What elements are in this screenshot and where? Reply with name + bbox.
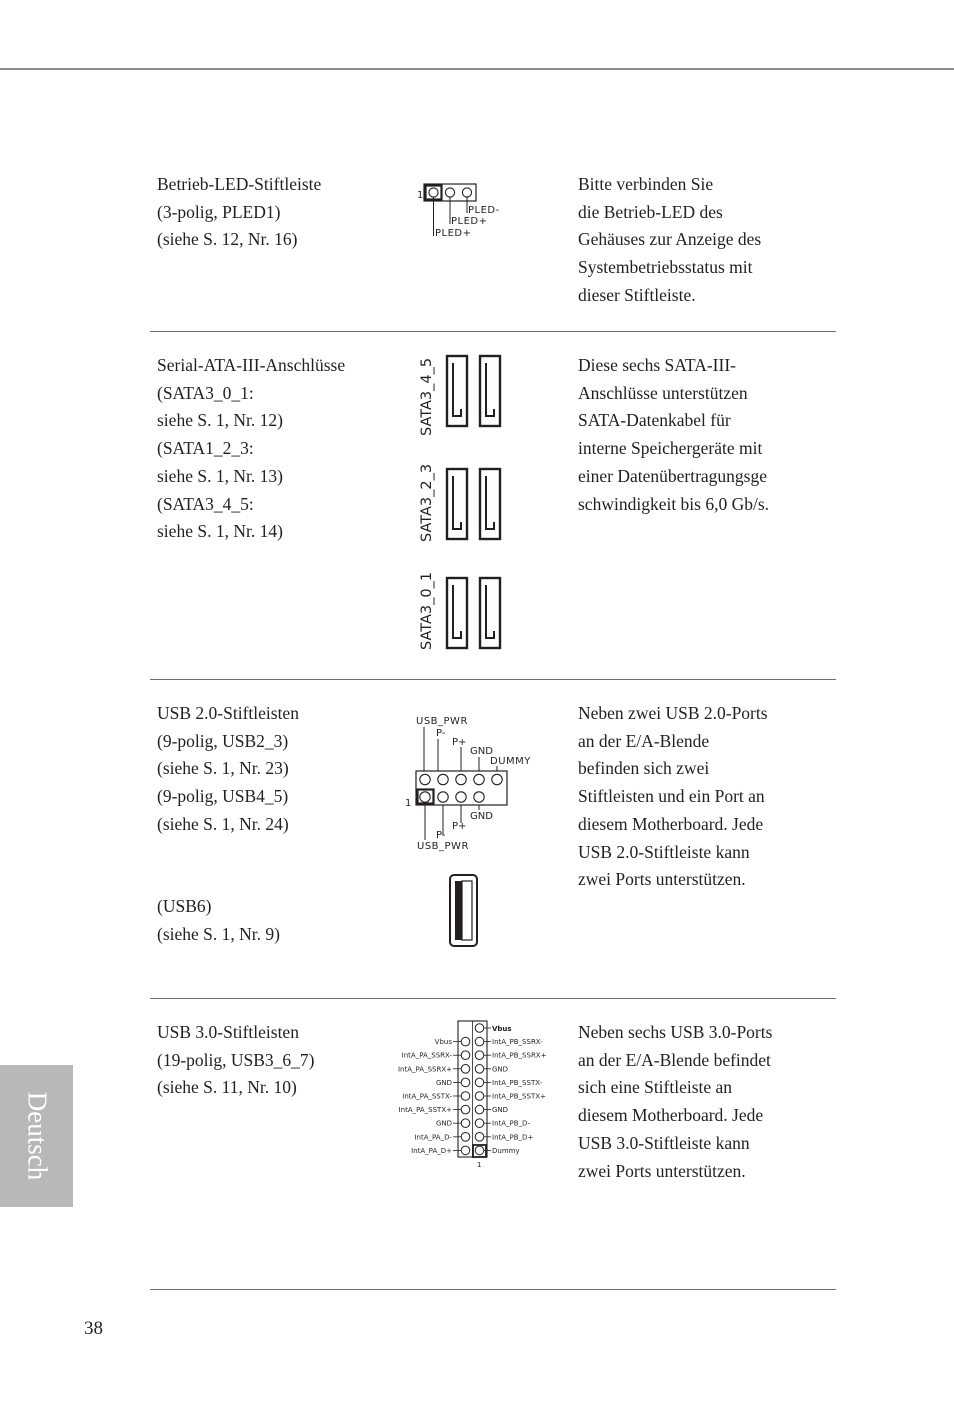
pled-description-left: Betrieb-LED-Stiftleiste (3-polig, PLED1) (siehe S. 12, Nr. 16) <box>157 174 322 250</box>
pin <box>461 1092 470 1101</box>
usb3-description-left: USB 3.0-Stiftleisten (19-polig, USB3_6_7) (siehe S. 11, Nr. 10) <box>157 1022 315 1098</box>
section-divider <box>150 679 836 680</box>
usb6-description-left: (USB6) (siehe S. 1, Nr. 9) <box>157 896 280 944</box>
usb3-right-pin-label: IntA_PB_D+ <box>492 1133 534 1142</box>
sata3-4-5-label: SATA3_4_5 <box>419 357 435 436</box>
sata-port <box>480 356 500 426</box>
pin <box>461 1133 470 1142</box>
pin <box>420 792 430 802</box>
pin <box>456 774 466 784</box>
pin <box>475 1105 484 1114</box>
usb3-description-right: Neben sechs USB 3.0-Ports an der E/A-Blende befindet sich eine Stiftleiste an diesem Motherboard. Jede USB 3.0-Stiftleiste kann zwei Ports unterstützen. <box>578 1022 773 1181</box>
pin <box>420 774 430 784</box>
pled-plus-label-1: PLED+ <box>451 216 488 227</box>
usb3-left-pin-label: IntA_PA_SSRX- <box>401 1051 452 1060</box>
usb3-right-pin-label: GND <box>492 1106 509 1115</box>
pin <box>456 792 466 802</box>
p-plus-top-label: P+ <box>452 737 467 748</box>
pin <box>475 1065 484 1074</box>
pin <box>461 1065 470 1074</box>
pin <box>461 1119 470 1128</box>
gnd-bottom-label: GND <box>470 811 493 822</box>
usb3-left-pin-label: IntA_PA_SSTX- <box>402 1092 452 1101</box>
sata3-2-3-group <box>419 464 500 542</box>
pin <box>475 1037 484 1046</box>
usb3-right-pin-label: IntA_PB_SSRX+ <box>492 1051 547 1060</box>
sata3-4-5-group <box>419 356 500 436</box>
language-tab-label: Deutsch <box>22 1091 52 1181</box>
pin <box>438 774 448 784</box>
sata3-0-1-label: SATA3_0_1 <box>419 571 435 650</box>
sata3-0-1-group <box>419 572 500 650</box>
p-minus-top-label: P- <box>436 728 446 739</box>
pin <box>475 1133 484 1142</box>
vbus-top-label: Vbus <box>492 1025 512 1033</box>
pin-2 <box>445 188 454 197</box>
pin <box>474 774 484 784</box>
pin <box>475 1078 484 1087</box>
page-number: 38 <box>84 1318 103 1339</box>
usb3-right-pin-label: IntA_PB_SSRX- <box>492 1038 543 1047</box>
usb3-left-pin-label: IntA_PA_D- <box>414 1133 452 1142</box>
section-divider <box>150 1289 836 1290</box>
pled-minus-label: PLED- <box>468 205 500 216</box>
usb3-left-pin-label: IntA_PA_D+ <box>411 1146 452 1155</box>
top-rule <box>0 68 954 70</box>
pin-1 <box>429 188 438 197</box>
usb-pwr-top-label: USB_PWR <box>416 716 468 727</box>
sata-port <box>480 578 500 648</box>
usb2-header-diagram <box>402 710 542 855</box>
usb3-right-pin-label: Dummy <box>492 1146 520 1155</box>
usb3-right-pin-label: IntA_PB_SSTX- <box>492 1078 543 1087</box>
usb3-right-pin-label: GND <box>492 1065 509 1074</box>
sata-port <box>447 469 467 539</box>
p-plus-bottom-label: P+ <box>452 821 467 832</box>
usb3-left-pin-label: GND <box>435 1078 452 1087</box>
pin <box>461 1051 470 1060</box>
usb-pwr-bottom-label: USB_PWR <box>417 841 469 852</box>
section-divider <box>150 998 836 999</box>
pin <box>438 792 448 802</box>
sata-port <box>480 469 500 539</box>
sata-port <box>447 578 467 648</box>
usb3-left-pin-label: GND <box>435 1119 452 1128</box>
pled-description-right: Bitte verbinden Sie die Betrieb-LED des Gehäuses zur Anzeige des Systembetriebsstatus mit dieser Stiftleiste. <box>578 174 762 305</box>
pin <box>461 1105 470 1114</box>
pled-header-diagram <box>412 180 522 242</box>
pin <box>461 1146 470 1155</box>
pin <box>475 1146 484 1155</box>
pin <box>492 774 502 784</box>
pin <box>461 1078 470 1087</box>
gnd-top-label: GND <box>470 746 493 757</box>
pin <box>474 792 484 802</box>
pin <box>461 1037 470 1046</box>
usb3-header-diagram <box>386 1018 566 1170</box>
sata3-2-3-label: SATA3_2_3 <box>419 463 435 542</box>
pin1-label: 1 <box>477 1161 482 1169</box>
sata-port <box>447 356 467 426</box>
pin <box>475 1051 484 1060</box>
dummy-label: DUMMY <box>490 756 531 767</box>
usb3-right-pin-label: IntA_PB_D- <box>492 1119 530 1128</box>
pin1-label: 1 <box>405 798 412 809</box>
pin <box>475 1092 484 1101</box>
usb6-port-diagram <box>446 873 482 949</box>
usb3-left-pin-label: IntA_PA_SSTX+ <box>398 1106 452 1115</box>
sata-description-right: Diese sechs SATA-III- Anschlüsse unterstützen SATA-Datenkabel für interne Speichergeräte mit einer Datenübertragungsge schwindigkeit bis 6,0 Gb/s. <box>578 355 770 514</box>
usb2-description-right: Neben zwei USB 2.0-Ports an der E/A-Blende befinden sich zwei Stiftleisten und ein Port an diesem Motherboard. Jede USB 2.0-Stiftleiste kann zwei Ports unterstützen. <box>578 703 768 890</box>
p-minus-bottom-label: P- <box>436 830 446 841</box>
usb3-left-pin-label: IntA_PA_SSRX+ <box>397 1065 452 1074</box>
usb3-left-pin-label: Vbus <box>434 1038 452 1047</box>
sata-description-left: Serial-ATA-III-Anschlüsse (SATA3_0_1: siehe S. 1, Nr. 12) (SATA1_2_3: siehe S. 1, Nr. 13) (SATA3_4_5: siehe S. 1, Nr. 14) <box>157 355 346 542</box>
pin1-label: 1 <box>417 190 424 201</box>
pled-plus-label-2: PLED+ <box>435 228 472 239</box>
language-side-tab <box>0 1065 73 1207</box>
usb3-right-pin-label: IntA_PB_SSTX+ <box>492 1092 546 1101</box>
pin-3 <box>462 188 471 197</box>
pin <box>475 1119 484 1128</box>
section-divider <box>150 331 836 332</box>
usb2-description-left: USB 2.0-Stiftleisten (9-polig, USB2_3) (siehe S. 1, Nr. 23) (9-polig, USB4_5) (siehe S. 1, Nr. 24) <box>157 703 299 834</box>
sata-connectors-diagram <box>412 352 512 657</box>
pin <box>475 1024 484 1033</box>
